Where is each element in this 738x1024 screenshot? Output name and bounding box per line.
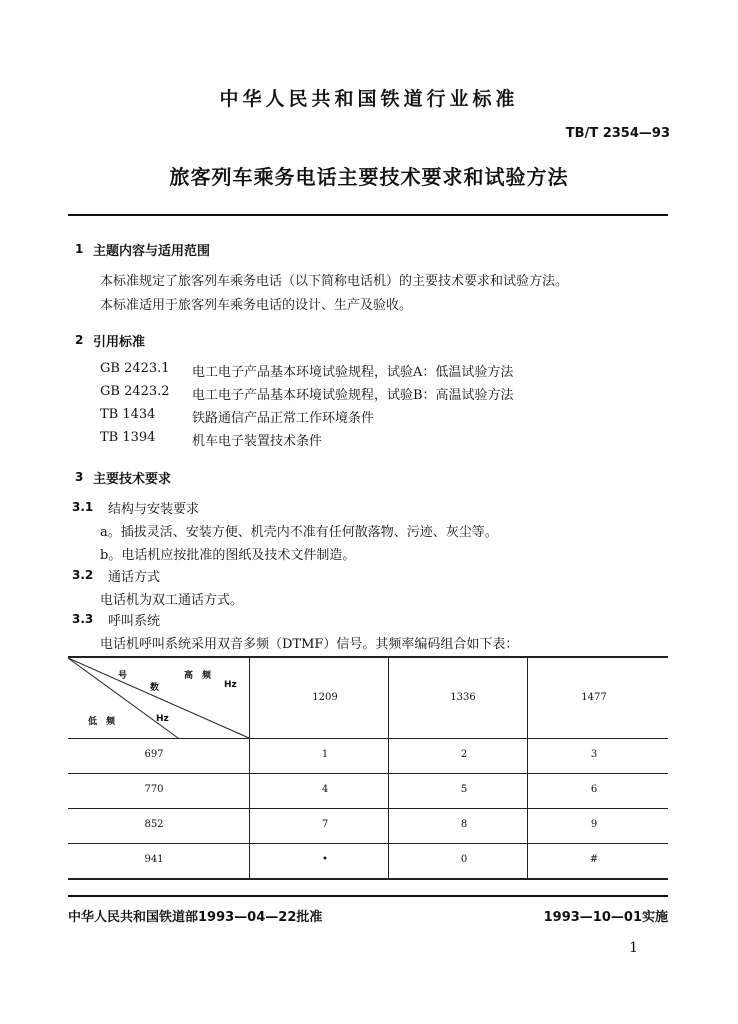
corner-diagonal-lines bbox=[68, 656, 250, 740]
low-freq-cell: 770 bbox=[144, 784, 164, 795]
section-1-number: 1 bbox=[75, 242, 84, 256]
section-3-3-number: 3.3 bbox=[72, 612, 94, 626]
document-title: 旅客列车乘务电话主要技术要求和试验方法 bbox=[169, 165, 569, 189]
ref-title: 电工电子产品基本环境试验规程，试验A：低温试验方法 bbox=[192, 365, 514, 380]
section-3-1-item-a: a。插拔灵活、安装方便、机壳内不准有任何散落物、污迹、灰尘等。 bbox=[100, 525, 498, 540]
table-row-rule bbox=[68, 808, 668, 809]
section-1-para-2: 本标准适用于旅客列车乘务电话的设计、生产及验收。 bbox=[100, 298, 413, 313]
corner-label-high-freq: 高 频 bbox=[184, 671, 212, 681]
high-freq-header: 1477 bbox=[581, 692, 607, 703]
table-bottom-rule bbox=[68, 878, 668, 880]
section-3-3-para: 电话机呼叫系统采用双音多频（DTMF）信号。其频率编码组合如下表： bbox=[100, 637, 519, 652]
low-freq-cell: 697 bbox=[144, 749, 164, 760]
section-1-para-1: 本标准规定了旅客列车乘务电话（以下简称电话机）的主要技术要求和试验方法。 bbox=[100, 274, 569, 289]
footer-rule bbox=[68, 895, 668, 897]
ref-title: 铁路通信产品正常工作环境条件 bbox=[192, 411, 375, 426]
key-cell: 5 bbox=[460, 784, 468, 795]
key-cell: 4 bbox=[321, 784, 329, 795]
high-freq-header: 1336 bbox=[450, 692, 476, 703]
key-cell: 9 bbox=[590, 819, 598, 830]
corner-label-hz-top: Hz bbox=[224, 680, 237, 690]
section-3-2-heading: 通话方式 bbox=[108, 570, 161, 585]
corner-label-hz-bottom: Hz bbox=[156, 714, 169, 724]
table-column-rule bbox=[527, 656, 528, 878]
standard-code: TB/T 2354—93 bbox=[565, 126, 670, 141]
ref-code: TB 1394 bbox=[100, 430, 156, 445]
corner-label-hao: 号 bbox=[118, 671, 128, 681]
title-rule bbox=[68, 214, 668, 216]
key-cell: # bbox=[589, 854, 599, 865]
section-3-3-heading: 呼叫系统 bbox=[108, 614, 161, 629]
section-1-heading: 主题内容与适用范围 bbox=[93, 244, 211, 259]
high-freq-header: 1209 bbox=[312, 692, 338, 703]
corner-label-shu: 数 bbox=[150, 683, 160, 693]
section-3-2-number: 3.2 bbox=[72, 568, 94, 582]
section-3-1-item-b: b。电话机应按批准的图纸及技术文件制造。 bbox=[100, 548, 356, 563]
dtmf-frequency-table bbox=[68, 656, 668, 880]
low-freq-cell: 852 bbox=[144, 819, 164, 830]
section-3-number: 3 bbox=[75, 470, 84, 484]
low-freq-cell: 941 bbox=[144, 854, 164, 865]
ref-code: GB 2423.2 bbox=[100, 384, 170, 399]
table-column-rule bbox=[388, 656, 389, 878]
section-2-heading: 引用标准 bbox=[93, 335, 146, 350]
key-cell: 8 bbox=[460, 819, 468, 830]
section-3-2-para: 电话机为双工通话方式。 bbox=[100, 593, 244, 608]
key-cell: 2 bbox=[460, 749, 468, 760]
section-3-1-heading: 结构与安装要求 bbox=[108, 502, 200, 517]
ref-title: 电工电子产品基本环境试验规程，试验B：高温试验方法 bbox=[192, 388, 514, 403]
ref-code: TB 1434 bbox=[100, 407, 156, 422]
approval-line: 中华人民共和国铁道部1993—04—22批准 bbox=[68, 910, 323, 925]
key-cell: 7 bbox=[321, 819, 329, 830]
key-cell: • bbox=[322, 854, 328, 865]
ref-title: 机车电子装置技术条件 bbox=[192, 434, 323, 449]
ref-code: GB 2423.1 bbox=[100, 361, 170, 376]
key-cell: 6 bbox=[590, 784, 598, 795]
corner-label-low-freq: 低 频 bbox=[88, 717, 116, 727]
section-2-number: 2 bbox=[75, 333, 84, 347]
key-cell: 3 bbox=[590, 749, 598, 760]
page-number: 1 bbox=[629, 940, 638, 956]
effective-date: 1993—10—01实施 bbox=[543, 910, 668, 925]
issuing-authority: 中华人民共和国铁道行业标准 bbox=[219, 88, 519, 110]
section-3-heading: 主要技术要求 bbox=[93, 472, 172, 487]
section-3-1-number: 3.1 bbox=[72, 500, 94, 514]
table-row-rule bbox=[68, 843, 668, 844]
table-row-rule bbox=[68, 773, 668, 774]
key-cell: 0 bbox=[460, 854, 468, 865]
key-cell: 1 bbox=[321, 749, 329, 760]
